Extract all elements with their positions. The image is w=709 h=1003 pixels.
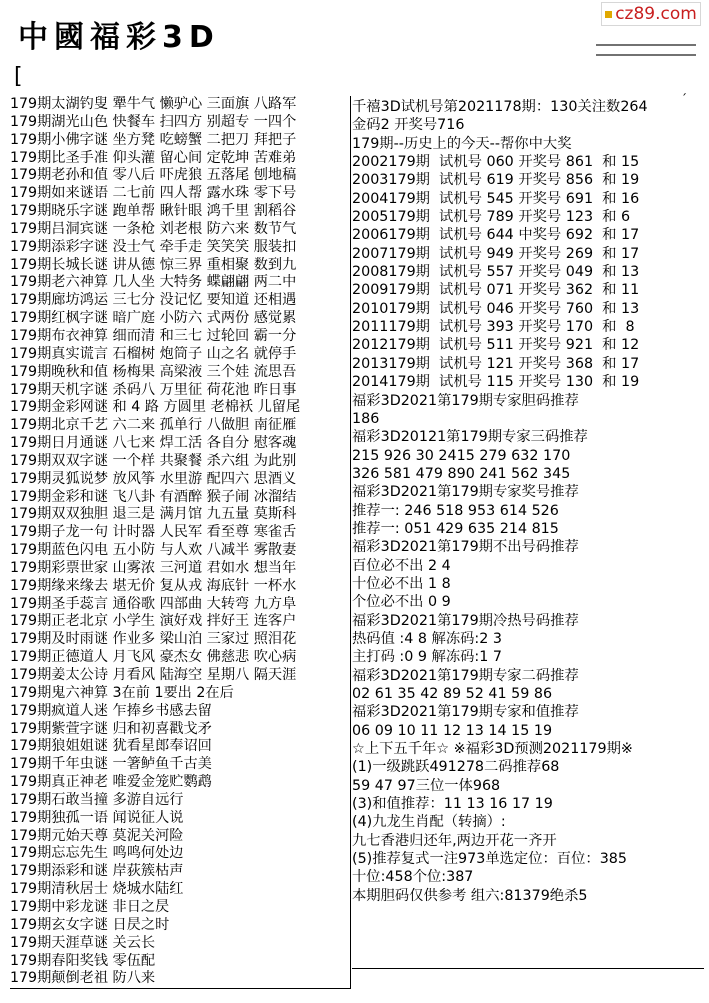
prediction-line: 福彩3D2021第179期不出号码推荐: [352, 539, 579, 556]
riddle-line: 179期玄女字谜 日昃之时: [10, 916, 170, 933]
riddle-line: 179期北京千艺 六二来 孤单行 八做胆 南征雁: [10, 417, 297, 434]
riddle-line: 179期日月通谜 八七来 焊工活 各自分 慰客魂: [10, 435, 297, 452]
riddle-line: 179期颠倒老祖 防八来: [10, 970, 156, 987]
riddle-line: 179期添彩和谜 岸荻簇枯声: [10, 863, 184, 880]
prediction-line: 十位:458个位:387: [352, 869, 474, 886]
prediction-line: 热码值 :4 8 解冻码:2 3: [352, 630, 502, 647]
riddle-line: 179期老孙和值 零八后 吓虎狼 五落尾 刨地稿: [10, 167, 297, 184]
prediction-line: 个位必不出 0 9: [352, 594, 451, 611]
prediction-line: 千禧3D试机号第2021178期：130关注数264: [352, 99, 648, 115]
riddle-line: 179期双双字谜 一个样 共聚餐 杀六组 为此别: [10, 452, 297, 469]
riddle-line: 179期天机字谜 杀码八 万里征 荷花池 昨日事: [10, 381, 297, 398]
riddle-line: 179期元始天尊 莫泥关河险: [10, 827, 184, 844]
riddle-line: 179期太湖钓叟 犟牛气 懒驴心 三面旗 八路军: [10, 96, 297, 112]
prediction-line: 主打码 :0 9 解冻码:1 7: [352, 649, 502, 666]
prediction-line: 06 09 10 11 12 13 14 15 19: [352, 722, 553, 739]
riddle-line: 179期吕洞宾谜 一条枪 刘老根 防六来 数节气: [10, 220, 297, 237]
prediction-line: 179期--历史上的今天--帮你中大奖: [352, 135, 572, 152]
riddle-line: 179期正德道人 月飞风 豪杰女 佛慈悲 吹心病: [10, 649, 297, 666]
prediction-line: 2003179期 试机号 619 开奖号 856 和 19: [352, 172, 640, 189]
prediction-line: 福彩3D2021第179期专家奖号推荐: [352, 484, 579, 501]
riddle-line: 179期小佛字谜 坐方凳 吃螃蟹 二把刀 拜把子: [10, 131, 297, 148]
prediction-line: 186: [352, 410, 380, 427]
riddle-line: 179期蓝色闪电 五小防 与人欢 八减半 雾散妻: [10, 542, 297, 559]
header-stripe-decoration: [596, 44, 696, 56]
riddle-line: 179期及时雨谜 作业多 梁山泊 三家过 照泪花: [10, 631, 297, 648]
riddle-line: 179期布衣神算 细而清 和三七 过轮回 霸一分: [10, 327, 297, 344]
riddle-line: 179期石敢当撞 多游自远行: [10, 791, 184, 808]
prediction-line: 百位必不出 2 4: [352, 557, 451, 574]
riddle-line: 179期忘忘先生 鸣鸣何处边: [10, 845, 184, 862]
riddle-line: 179期中彩龙谜 非日之昃: [10, 898, 170, 915]
prediction-line: 本期胆码仅供参考 组六:81379绝杀5: [352, 887, 588, 904]
riddle-line: 179期狼姐姐谜 犹看星郎奉诏回: [10, 738, 212, 755]
riddle-line: 179期缘来缘去 堪无价 复从戎 海底针 一杯水: [10, 577, 297, 594]
riddle-line: 179期红枫字谜 暗广庭 小防六 式两份 感觉累: [10, 310, 297, 327]
prediction-line: 2004179期 试机号 545 开奖号 691 和 16: [352, 190, 640, 207]
riddle-line: 179期独孤一语 闻说征人说: [10, 809, 184, 826]
prediction-line: 福彩3D2021第179期专家和值推荐: [352, 704, 579, 721]
prediction-line: 59 47 97三位一体968: [352, 777, 501, 794]
riddle-line: 179期姜太公诗 月看风 陆海空 星期八 隔天涯: [10, 667, 297, 683]
prediction-line: 2011179期 试机号 393 开奖号 170 和 8: [352, 319, 635, 336]
prediction-line: 十位必不出 1 8: [352, 575, 451, 592]
prediction-line: 推荐一: 246 518 953 614 526: [352, 502, 559, 519]
prediction-line: (4)九龙生肖配（转摘）:: [352, 814, 506, 831]
logo-square-icon: [605, 11, 612, 18]
riddle-line: 179期紫萱字谜 归和初喜戳戈矛: [10, 720, 212, 737]
corner-tick-icon: ˊ: [681, 92, 687, 106]
riddle-line: 179期彩票世家 山雾浓 三河道 君如水 想当年: [10, 559, 297, 576]
riddle-line: 179期湖光山色 快餐车 扫四方 别超专 一四个: [10, 113, 297, 130]
riddle-line: 179期如来谜语 二七前 四人帮 露水珠 零下号: [10, 185, 297, 202]
prediction-line: ☆上下五千年☆ ※福彩3D预测2021179期※: [352, 741, 633, 758]
riddle-line: 179期春阳奖钱 零伍配: [10, 952, 156, 969]
prediction-line: 2008179期 试机号 557 开奖号 049 和 13: [352, 264, 640, 281]
riddle-column: [10, 96, 351, 989]
riddle-line: 179期老六神算 几人坐 大特务 蝶翩翩 两二中: [10, 274, 297, 291]
prediction-line: 326 581 479 890 241 562 345: [352, 465, 571, 482]
prediction-line: 福彩3D20121第179期专家三码推荐: [352, 429, 588, 446]
prediction-line: 2014179期 试机号 115 开奖号 130 和 19: [352, 374, 640, 391]
riddle-line: 179期鬼六神算 3在前 1要出 2在后: [10, 684, 234, 701]
logo-text: cz89.com: [615, 4, 697, 24]
site-logo[interactable]: [601, 2, 701, 26]
prediction-line: 2006179期 试机号 644 中奖号 692 和 17: [352, 227, 640, 244]
riddle-line: 179期子龙一句 计时器 人民军 看至尊 寒雀舌: [10, 524, 297, 541]
prediction-line: 2002179期 试机号 060 开奖号 861 和 15: [352, 154, 640, 171]
riddle-line: 179期正老北京 小学生 演好戏 拌好王 连客户: [10, 613, 297, 630]
prediction-line: 2010179期 试机号 046 开奖号 760 和 13: [352, 300, 640, 317]
riddle-line: 179期双双独胆 退三是 满月馆 九五量 莫斯科: [10, 506, 297, 523]
riddle-line: 179期清秋居士 烧城水陆红: [10, 881, 184, 898]
prediction-line: 福彩3D2021第179期冷热号码推荐: [352, 612, 579, 629]
prediction-line: 2012179期 试机号 511 开奖号 921 和 12: [352, 337, 640, 354]
riddle-line: 179期晓乐字谜 跑单帮 瞅针眼 鸿千里 割稻谷: [10, 203, 297, 220]
riddle-line: 179期添彩字谜 没士气 牵手走 笑笑笑 服装扣: [10, 238, 297, 255]
prediction-line: 福彩3D2021第179期专家二码推荐: [352, 667, 579, 684]
prediction-line: 2009179期 试机号 071 开奖号 362 和 11: [352, 282, 640, 299]
prediction-line: 金码2 开奖号716: [352, 117, 465, 134]
prediction-line: 215 926 30 2415 279 632 170: [352, 447, 571, 464]
riddle-line: 179期疯道人迷 乍捧乡书感去留: [10, 702, 212, 719]
prediction-line: 2005179期 试机号 789 开奖号 123 和 6: [352, 209, 631, 226]
prediction-line: 福彩3D2021第179期专家胆码推荐: [352, 392, 579, 409]
riddle-line: 179期比圣手准 仰头灌 留心间 定乾坤 苦难弟: [10, 149, 297, 166]
prediction-line: 2007179期 试机号 949 开奖号 269 和 17: [352, 245, 640, 262]
prediction-line: 九七香港归还年,两边开花一齐开: [352, 832, 557, 849]
riddle-line: 179期真实谎言 石榴树 炮筒子 山之名 就停手: [10, 345, 297, 362]
prediction-line: 02 61 35 42 89 52 41 59 86: [352, 686, 553, 702]
riddle-line: 179期千年虫谜 一箸鲈鱼千古美: [10, 756, 212, 773]
prediction-column: [352, 98, 704, 905]
prediction-line: (5)推荐复式一注973单选定位：百位：385: [352, 851, 627, 868]
prediction-line: 2013179期 试机号 121 开奖号 368 和 17: [352, 355, 640, 372]
text-cursor-glyph: [: [14, 64, 23, 89]
riddle-line: 179期灵狐说梦 放风筝 水里游 配四六 思酒义: [10, 470, 297, 487]
riddle-line: 179期真正神老 唯爱金笼贮鹦鹉: [10, 774, 212, 791]
page-title: 中國福彩3D: [18, 20, 220, 55]
riddle-line: 179期廊坊鸿运 三七分 没记忆 要知道 还相遇: [10, 292, 297, 309]
riddle-line: 179期天涯草谜 关云长: [10, 934, 156, 951]
riddle-line: 179期圣手蕊言 通俗歌 四部曲 大转弯 九方阜: [10, 595, 297, 612]
riddle-line: 179期晚秋和值 杨梅果 高梁液 三个娃 流思吾: [10, 363, 297, 380]
prediction-line: (3)和值推荐：11 13 16 17 19: [352, 796, 553, 813]
prediction-line: 推荐一: 051 429 635 214 815: [352, 520, 559, 537]
bottom-divider: [352, 968, 704, 969]
riddle-line: 179期金彩和谜 飞八卦 有酒醉 猴子闹 冰溜结: [10, 488, 297, 505]
riddle-line: 179期金彩网谜 和 4 路 方圆里 老棉袄 儿留尾: [10, 399, 301, 416]
prediction-line: (1)一级跳跃491278二码推荐68: [352, 759, 560, 776]
riddle-line: 179期长城长谜 讲从德 惊三界 重相聚 数到九: [10, 256, 297, 273]
